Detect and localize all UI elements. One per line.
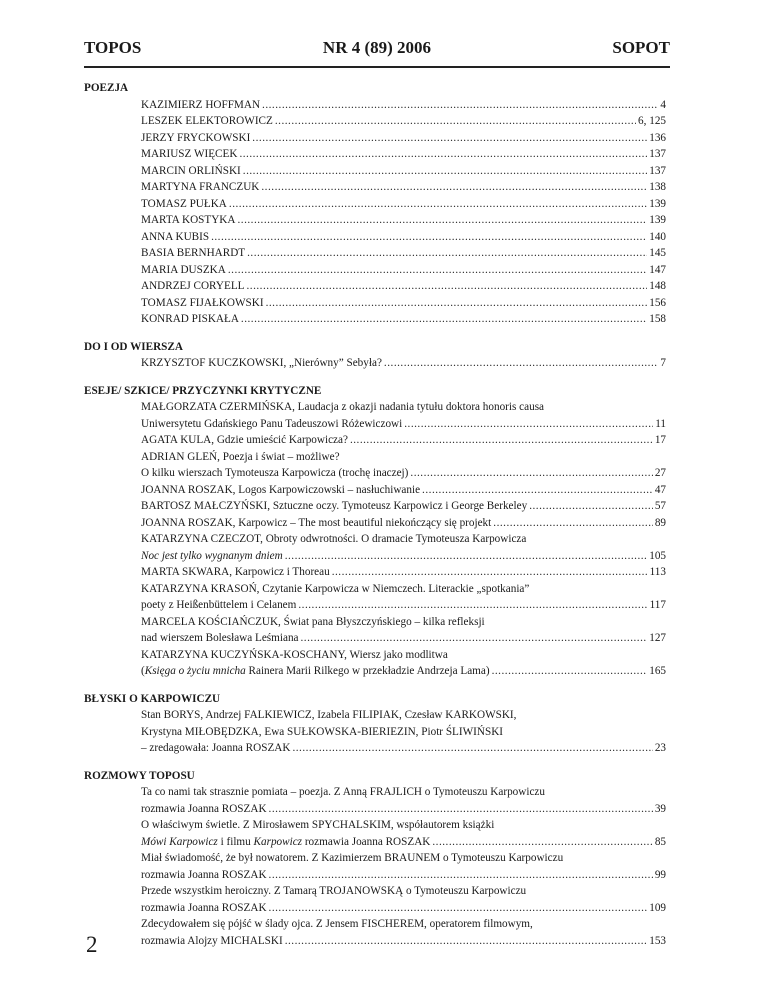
toc-entry (141, 564, 666, 581)
toc-entry (141, 113, 666, 130)
toc-entry (141, 245, 666, 262)
entry-text: rozmawia Alojzy MICHALSKI (141, 934, 283, 947)
dot-leader (350, 432, 653, 449)
dot-leader (292, 740, 652, 757)
issue-number: NR 4 (89) 2006 (322, 38, 432, 57)
toc-entry (141, 295, 666, 312)
dot-leader (422, 482, 653, 499)
entry-text: JOANNA ROSZAK, Logos Karpowiczowski – nasłuchiwanie (141, 483, 421, 496)
toc-entry (141, 740, 666, 757)
dot-leader (269, 801, 653, 818)
dot-leader (241, 311, 647, 328)
dot-leader (239, 146, 647, 163)
dot-leader (247, 245, 647, 262)
entry-line: MAŁGORZATA CZERMIŃSKA, Laudacja z okazji nadania tytułu doktora honoris causa (141, 401, 545, 413)
entry-page-number: 139 (649, 197, 666, 210)
entry-page-number: 138 (649, 181, 666, 193)
toc-entry (141, 630, 666, 647)
entry-page-number: 153 (649, 934, 666, 947)
entry-text: poety z Heißenbüttelem i Celanem (141, 599, 297, 611)
city-name: SOPOT (612, 38, 670, 57)
entry-text: – zredagowała: Joanna ROSZAK (141, 742, 291, 754)
entry-text: ANNA KUBIS (141, 230, 210, 243)
entry-page-number: 27 (654, 467, 666, 479)
entry-line: Przede wszystkim heroiczny. Z Tamarą TROJANOWSKĄ o Tymoteuszu Karpowiczu (141, 885, 527, 897)
section-entries (141, 707, 666, 757)
toc-entry (141, 597, 666, 614)
toc-entry (141, 97, 666, 114)
entry-line: KATARZYNA KRASOŃ, Czytanie Karpowicza w Niemczech. Literackie „spotkania” (141, 582, 530, 595)
entry-text: Noc jest tylko wygnanym dniem (141, 549, 283, 562)
toc-section (84, 383, 670, 680)
toc-entry (141, 663, 666, 680)
section-title: BŁYSKI O KARPOWICZU (84, 692, 221, 705)
entry-page-number: 6, 125 (638, 115, 666, 127)
dot-leader (384, 355, 658, 372)
entry-line: Ta co nami tak strasznie pomiata – poezja. Z Anną FRAJLICH o Tymoteuszu Karpowiczu (141, 786, 545, 798)
dot-leader (529, 498, 653, 515)
toc-entry (141, 146, 666, 163)
toc-entry (141, 515, 666, 532)
entry-text: MARTYNA FRANCZUK (141, 181, 260, 193)
section-title: DO I OD WIERSZA (84, 340, 183, 353)
entry-page-number: 139 (649, 214, 666, 226)
dot-leader (229, 196, 647, 213)
toc-entry (141, 498, 666, 515)
dot-leader (211, 229, 647, 246)
dot-leader (285, 548, 648, 565)
entry-page-number: 113 (649, 566, 666, 578)
entry-page-number: 85 (654, 835, 666, 848)
dot-leader (266, 295, 648, 312)
toc-entry (141, 130, 666, 147)
dot-leader (298, 597, 647, 614)
section-entries (141, 399, 666, 680)
toc-section (84, 80, 670, 328)
toc-entry (141, 311, 666, 328)
entry-text: rozmawia Joanna ROSZAK (141, 868, 267, 881)
entry-text: Mówi Karpowicz i filmu Karpowicz rozmawia Joanna ROSZAK (141, 835, 431, 848)
entry-line: O właściwym świetle. Z Mirosławem SPYCHALSKIM, współautorem książki (141, 819, 495, 831)
toc-entry (141, 801, 666, 818)
entry-page-number: 17 (654, 434, 666, 446)
toc-entry (141, 278, 666, 295)
dot-leader (492, 663, 648, 680)
entry-line: MARCELA KOŚCIAŃCZUK, Świat pana Błyszczyńskiego – kilka refleksji (141, 615, 485, 628)
toc-entry (141, 834, 666, 851)
table-of-contents (84, 80, 670, 960)
entry-page-number: 145 (649, 247, 666, 259)
entry-line: Miał świadomość, że był nowatorem. Z Kazimierzem BRAUNEM o Tymoteuszu Karpowiczu (141, 852, 564, 864)
running-header (84, 38, 670, 64)
toc-entry (141, 196, 666, 213)
entry-text: rozmawia Joanna ROSZAK (141, 901, 267, 914)
entry-text: O kilku wierszach Tymoteusza Karpowicza (trochę inaczej) (141, 467, 409, 479)
entry-text: nad wierszem Bolesława Leśmiana (141, 632, 299, 644)
section-entries (141, 784, 666, 949)
entry-page-number: 23 (654, 742, 666, 754)
entry-page-number: 89 (654, 516, 666, 529)
toc-entry (141, 548, 666, 565)
entry-page-number: 137 (649, 148, 666, 160)
entry-page-number: 4 (660, 98, 666, 111)
entry-page-number: 165 (649, 665, 666, 677)
entry-line: ADRIAN GLEŃ, Poezja i świat – możliwe? (141, 450, 340, 463)
entry-text: KONRAD PISKAŁA (141, 313, 239, 325)
dot-leader (252, 130, 647, 147)
entry-text: LESZEK ELEKTOROWICZ (141, 115, 273, 127)
toc-entry (141, 179, 666, 196)
entry-page-number: 39 (654, 802, 666, 815)
section-title: POEZJA (84, 82, 129, 94)
entry-text: MARCIN ORLIŃSKI (141, 164, 241, 177)
header-rule (84, 66, 670, 68)
toc-entry (141, 465, 666, 482)
section-entries (141, 97, 666, 328)
section-title: ROZMOWY TOPOSU (84, 769, 195, 782)
entry-text: KRZYSZTOF KUCZKOWSKI, „Nierówny” Sebyła? (141, 357, 382, 369)
entry-text: BASIA BERNHARDT (141, 247, 246, 259)
dot-leader (493, 515, 653, 532)
toc-section (84, 691, 670, 757)
entry-page-number: 117 (649, 599, 666, 611)
entry-page-number: 158 (649, 313, 666, 325)
toc-entry (141, 212, 666, 229)
dot-leader (243, 163, 647, 180)
dot-leader (410, 465, 652, 482)
entry-page-number: 156 (649, 296, 666, 309)
dot-leader (261, 179, 647, 196)
dot-leader (269, 867, 653, 884)
entry-text: MARTA KOSTYKA (141, 214, 236, 226)
section-title: ESEJE/ SZKICE/ PRZYCZYNKI KRYTYCZNE (84, 384, 322, 397)
toc-entry (141, 262, 666, 279)
toc-entry (141, 355, 666, 372)
entry-text: KAZIMIERZ HOFFMAN (141, 98, 261, 111)
entry-page-number: 57 (654, 500, 666, 512)
entry-page-number: 127 (649, 632, 666, 644)
dot-leader (262, 97, 658, 114)
dot-leader (285, 933, 648, 950)
entry-text: TOMASZ PUŁKA (141, 197, 227, 210)
entry-line: Zdecydowałem się pójść w ślady ojca. Z Jensem FISCHEREM, operatorem filmowym, (141, 918, 533, 930)
toc-entry (141, 482, 666, 499)
dot-leader (269, 900, 648, 917)
toc-entry (141, 163, 666, 180)
section-entries (141, 355, 666, 372)
dot-leader (275, 113, 636, 130)
entry-text: JOANNA ROSZAK, Karpowicz – The most beautiful niekończący się projekt (141, 516, 492, 529)
entry-text: MARIUSZ WIĘCEK (141, 148, 238, 160)
entry-text: Uniwersytetu Gdańskiego Panu Tadeuszowi Różewiczowi (141, 417, 403, 430)
entry-line: Stan BORYS, Andrzej FALKIEWICZ, Izabela FILIPIAK, Czesław KARKOWSKI, (141, 709, 517, 721)
dot-leader (404, 416, 653, 433)
entry-page-number: 147 (649, 263, 666, 276)
page-number: 2 (86, 932, 98, 957)
dot-leader (237, 212, 647, 229)
toc-section (84, 768, 670, 950)
entry-page-number: 105 (649, 549, 666, 562)
dot-leader (228, 262, 647, 279)
dot-leader (246, 278, 647, 295)
entry-text: TOMASZ FIJAŁKOWSKI (141, 296, 264, 309)
entry-page-number: 99 (654, 868, 666, 881)
toc-section (84, 339, 670, 372)
entry-page-number: 136 (649, 131, 666, 144)
toc-entry (141, 867, 666, 884)
entry-text: BARTOSZ MAŁCZYŃSKI, Sztuczne oczy. Tymoteusz Karpowicz i George Berkeley (141, 500, 528, 512)
entry-line: KATARZYNA CZECZOT, Obroty odwrotności. O dramacie Tymoteusza Karpowicza (141, 533, 527, 545)
entry-text: MARTA SKWARA, Karpowicz i Thoreau (141, 566, 330, 578)
toc-entry (141, 432, 666, 449)
toc-entry (141, 229, 666, 246)
toc-entry (141, 900, 666, 917)
entry-page-number: 109 (649, 901, 666, 914)
entry-page-number: 11 (655, 417, 666, 430)
toc-entry (141, 416, 666, 433)
entry-page-number: 148 (649, 280, 666, 292)
entry-page-number: 137 (649, 164, 666, 177)
entry-page-number: 140 (649, 230, 666, 243)
entry-page-number: 7 (660, 357, 666, 369)
dot-leader (432, 834, 652, 851)
journal-title: TOPOS (84, 38, 142, 57)
dot-leader (301, 630, 648, 647)
entry-text: MARIA DUSZKA (141, 263, 226, 276)
entry-line: Krystyna MIŁOBĘDZKA, Ewa SUŁKOWSKA-BIERIEZIN, Piotr ŚLIWIŃSKI (141, 725, 503, 738)
entry-text: (Księga o życiu mnicha Rainera Marii Rilkego w przekładzie Andrzeja Lama) (141, 665, 490, 677)
dot-leader (332, 564, 648, 581)
entry-line: KATARZYNA KUCZYŃSKA-KOSCHANY, Wiersz jako modlitwa (141, 648, 448, 661)
entry-text: JERZY FRYCKOWSKI (141, 131, 251, 144)
entry-text: rozmawia Joanna ROSZAK (141, 802, 267, 815)
entry-text: AGATA KULA, Gdzie umieścić Karpowicza? (141, 434, 348, 446)
toc-entry (141, 933, 666, 950)
entry-text: ANDRZEJ CORYELL (141, 280, 245, 292)
entry-page-number: 47 (654, 483, 666, 496)
